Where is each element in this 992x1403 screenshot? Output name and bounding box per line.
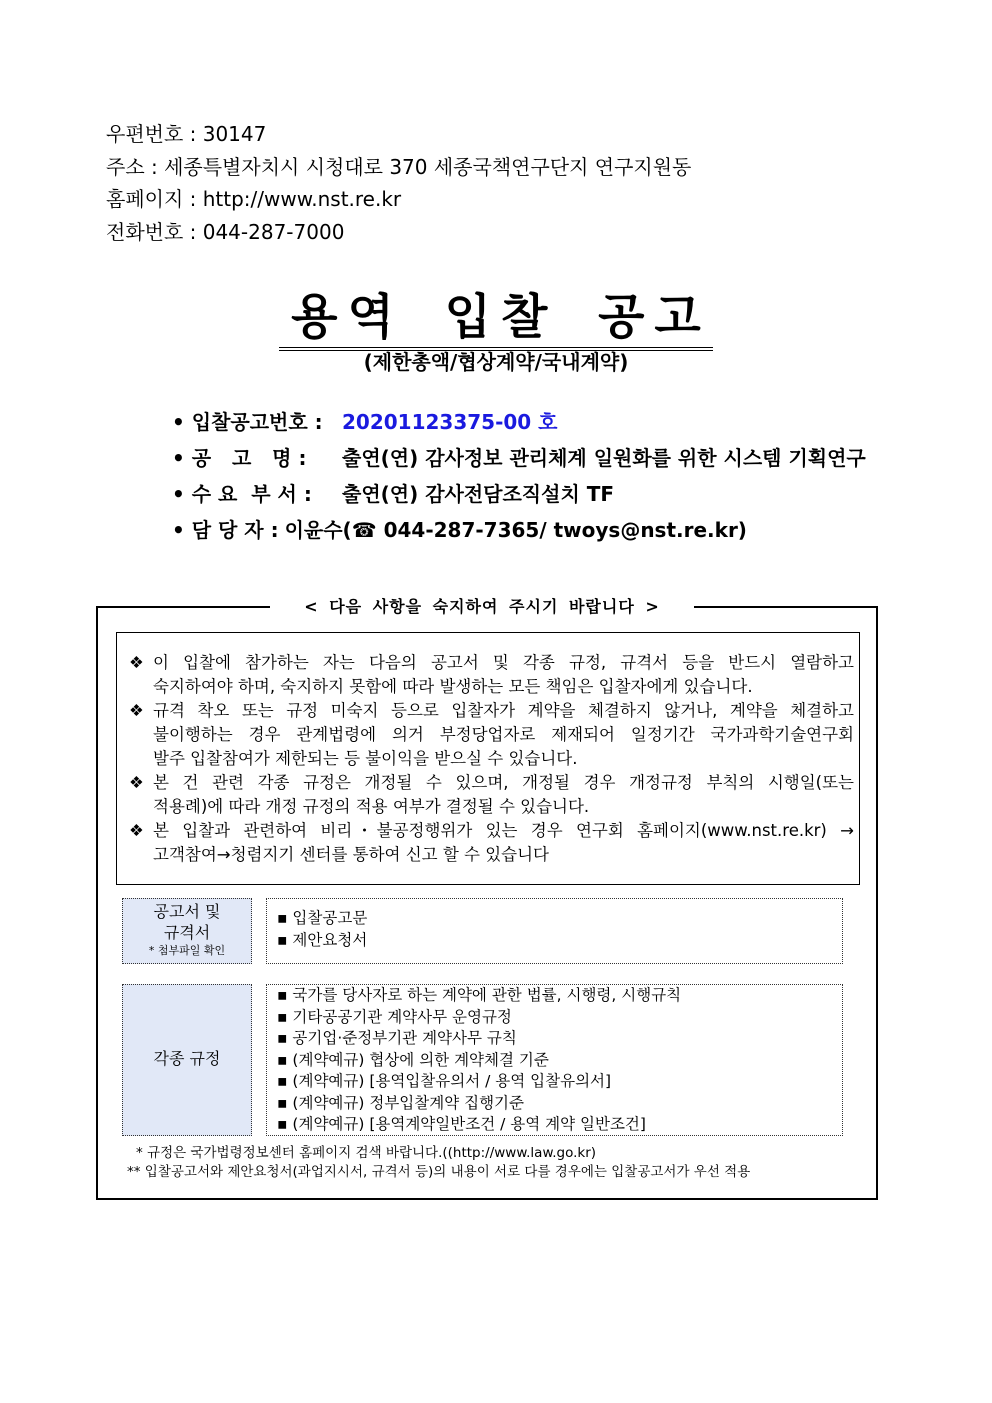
bid-number-row (172, 404, 866, 440)
bid-info (172, 404, 866, 548)
docs-list-box (266, 898, 843, 964)
department-value: 출연(연) 감사전담조직설치 TF (342, 482, 615, 506)
document-subtitle: (제한총액/협상계약/국내계약) (363, 350, 629, 374)
notice-item (129, 819, 854, 867)
diamond-bullet-icon: ❖ (129, 653, 144, 672)
document-title-wrap (0, 278, 992, 347)
rules-label: 각종 규정 (153, 1049, 221, 1068)
notice-item (129, 771, 854, 819)
bid-number-label: • 입찰공고번호 : (172, 410, 323, 434)
postal-code: 우편번호 : 30147 (106, 122, 267, 146)
notice-item (129, 699, 854, 771)
notice-line: 본 건 관련 각종 규정은 개정될 수 있으며, 개정될 경우 개정규정 부칙의 시행일(또는 (153, 773, 854, 792)
homepage: 홈페이지 : http://www.nst.re.kr (106, 187, 402, 211)
rules-list-box (266, 984, 843, 1136)
manager-label: • 담 당 자 : (172, 518, 279, 542)
notice-line: 이 입찰에 참가하는 자는 다음의 공고서 및 각종 규정, 규격서 등을 반드시 열람하고 (153, 653, 854, 672)
rules-item: ▪ (계약예규) 정부입찰계약 집행기준 (277, 1093, 525, 1112)
notice-item (129, 651, 854, 699)
manager-value: 이윤수(☎ 044-287-7365/ twoys@nst.re.kr) (284, 518, 747, 542)
diamond-bullet-icon: ❖ (129, 821, 144, 840)
docs-label-box (122, 898, 252, 964)
rules-item: ▪ 기타공공기관 계약사무 운영규정 (277, 1007, 512, 1026)
docs-item: ▪ 제안요청서 (277, 930, 368, 949)
bid-name-label: • 공 고 명 : (172, 446, 307, 470)
footnote: * 규정은 국가법령정보센터 홈페이지 검색 바랍니다.((http://www.law.go.kr) (136, 1145, 597, 1161)
document-title: 용역 입찰 공고 (279, 289, 713, 351)
rules-item: ▪ 국가를 당사자로 하는 계약에 관한 법률, 시행령, 시행규칙 (277, 986, 682, 1004)
rules-item: ▪ (계약예규) 협상에 의한 계약체결 기준 (277, 1050, 549, 1069)
notice-line: 고객참여→청렴지기 센터를 통하여 신고 할 수 있습니다 (153, 845, 549, 864)
rules-label-box (122, 984, 252, 1136)
rules-item: ▪ (계약예규) [용역계약일반조건 / 용역 계약 일반조건] (277, 1115, 646, 1133)
docs-label-line: 공고서 및 (153, 902, 221, 921)
address: 주소 : 세종특별자치시 시청대로 370 세종국책연구단지 연구지원동 (106, 154, 692, 179)
docs-item: ▪ 입찰공고문 (277, 909, 368, 927)
contact-block (106, 118, 691, 248)
docs-label-line: 규격서 (163, 923, 211, 942)
footnote: ** 입찰공고서와 제안요청서(과업지시서, 규격서 등)의 내용이 서로 다를 경우에는 입찰공고서가 우선 적용 (127, 1164, 751, 1180)
notice-line: 숙지하여야 하며, 숙지하지 못함에 따라 발생하는 모든 책임은 입찰자에게 있습니다. (153, 677, 753, 696)
docs-label-note: * 첨부파일 확인 (148, 944, 226, 957)
manager-row (172, 512, 866, 548)
bid-name-value: 출연(연) 감사정보 관리체계 일원화를 위한 시스템 기획연구 (342, 446, 866, 470)
notice-box (116, 632, 860, 885)
notice-line: 불이행하는 경우 관계법령에 의거 부정당업자로 제재되어 일정기간 국가과학기술연구회 (153, 725, 854, 744)
notice-line: 적용례)에 따라 개정 규정의 적용 여부가 결정될 수 있습니다. (153, 797, 590, 816)
notice-line: 본 입찰과 관련하여 비리･불공정행위가 있는 경우 연구회 홈페이지(www.nst.re.kr) → (153, 821, 854, 840)
phone: 전화번호 : 044-287-7000 (106, 219, 345, 244)
notice-line: 발주 입찰참여가 제한되는 등 불이익을 받으실 수 있습니다. (153, 749, 578, 768)
bid-name-row (172, 440, 866, 476)
notice-title: < 다음 사항을 숙지하여 주시기 바랍니다 > (270, 594, 694, 617)
bid-number-value: 20201123375-00 호 (342, 410, 558, 434)
notice-line: 규격 착오 또는 규정 미숙지 등으로 입찰자가 계약을 체결하지 않거나, 계약을 체결하고 (153, 701, 854, 720)
rules-item: ▪ (계약예규) [용역입찰유의서 / 용역 입찰유의서] (277, 1072, 612, 1090)
department-row (172, 476, 866, 512)
diamond-bullet-icon: ❖ (129, 701, 144, 720)
rules-item: ▪ 공기업·준정부기관 계약사무 규칙 (277, 1029, 517, 1047)
diamond-bullet-icon: ❖ (129, 773, 144, 792)
department-label: • 수 요 부 서 : (172, 482, 312, 506)
